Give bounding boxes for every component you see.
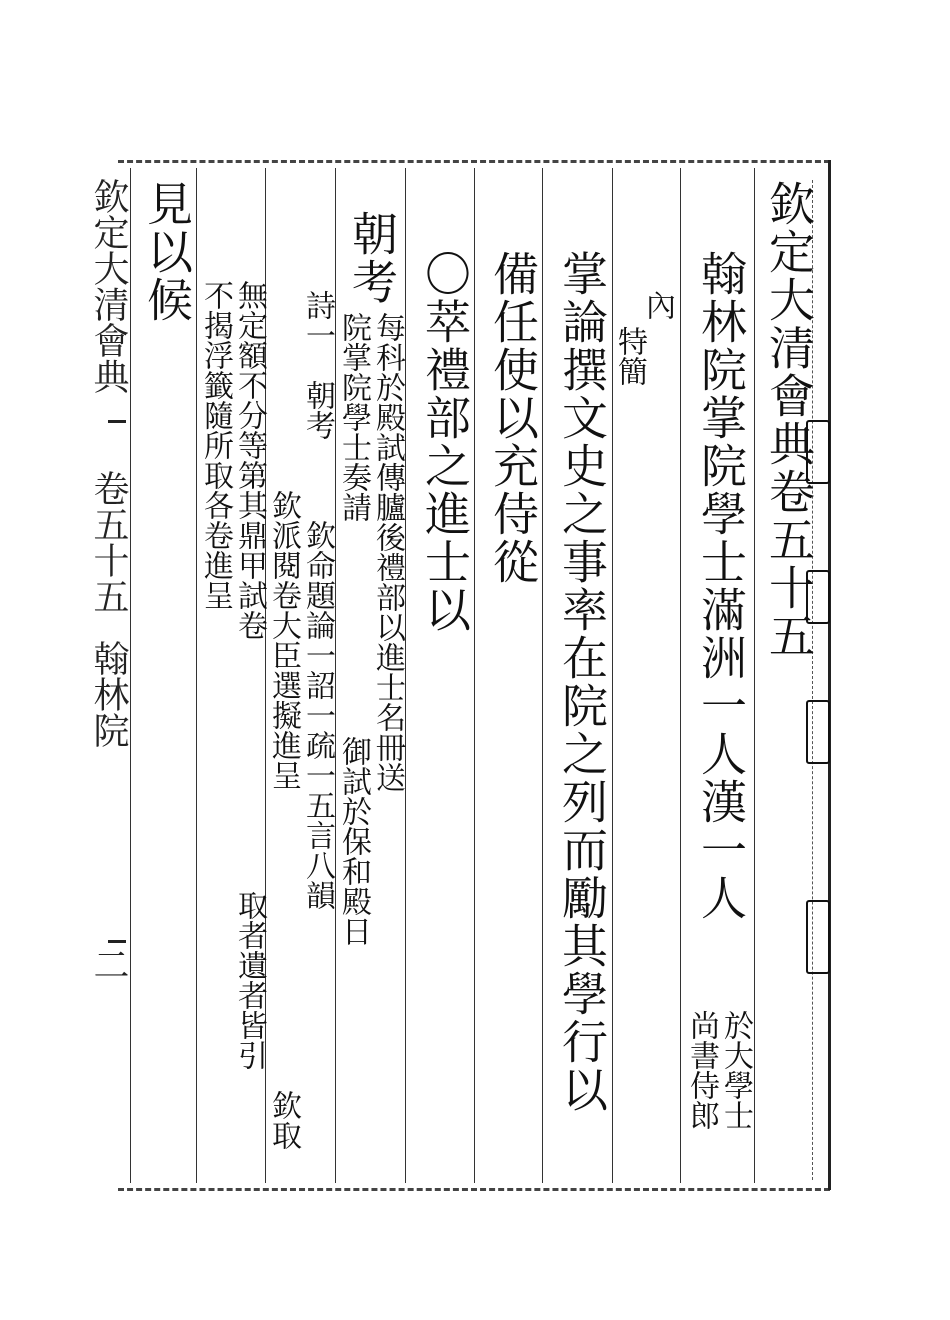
column-annotation: 院掌院學士奏請 [336,312,371,522]
column-rule [196,168,197,1183]
column-rule [754,168,755,1183]
frame-right-border [828,160,831,1190]
binding-mark [806,900,830,974]
frame-bottom-border [118,1188,830,1191]
column-main-text: 朝考 [345,210,399,306]
column-rule [542,168,543,1183]
margin-section: 翰林院 [88,640,129,748]
margin-book-title: 欽定大清會典 [88,178,129,394]
column-annotation: 詩一 [300,290,335,350]
column-annotation: 尚書侍郎 [684,1010,719,1130]
column-annotation: 欽命題論一詔一疏一五言八韻 [300,520,335,910]
column-rule [130,168,131,1183]
column-annotation: 內 [640,290,675,320]
column-rule [680,168,681,1183]
column-rule [612,168,613,1183]
column-main-text: 掌論撰文史之事率在院之列而勵其學行以 [555,250,609,1114]
column-annotation: 御試於保和殿日 [336,736,371,946]
column-annotation: 特簡 [612,326,647,386]
binding-mark [806,700,830,764]
column-annotation: 欽派閱卷大臣選擬進呈 [266,490,301,790]
column-annotation: 於大學士 [718,1010,753,1130]
column-annotation: 欽取 [266,1090,301,1150]
margin-bracket [108,420,126,423]
column-annotation: 無定額不分等第其鼎甲試卷 [232,280,267,640]
column-annotation: 取者遺者皆引 [232,890,267,1070]
column-annotation: 不揭浮籤隨所取各卷進呈 [198,280,233,610]
margin-volume: 卷五十五 [88,470,129,614]
frame-top-border [118,160,830,163]
margin-page-number: 二 [88,946,129,982]
column-main-text: 備任使以充侍從 [486,250,540,586]
column-annotation: 朝考 [300,380,335,440]
column-rule [474,168,475,1183]
column-main-text: 翰林院掌院學士滿洲一人漢一人 [694,250,748,922]
column-rule [405,168,406,1183]
column-annotation: 每科於殿試傳臚後禮部以進士名冊送 [370,312,405,792]
column-main-text: 見以候 [140,180,194,324]
column-main-text: 〇萃禮部之進士以 [418,250,472,634]
column-title: 欽定大清會典卷五十五 [762,180,816,660]
margin-bracket [108,940,126,943]
